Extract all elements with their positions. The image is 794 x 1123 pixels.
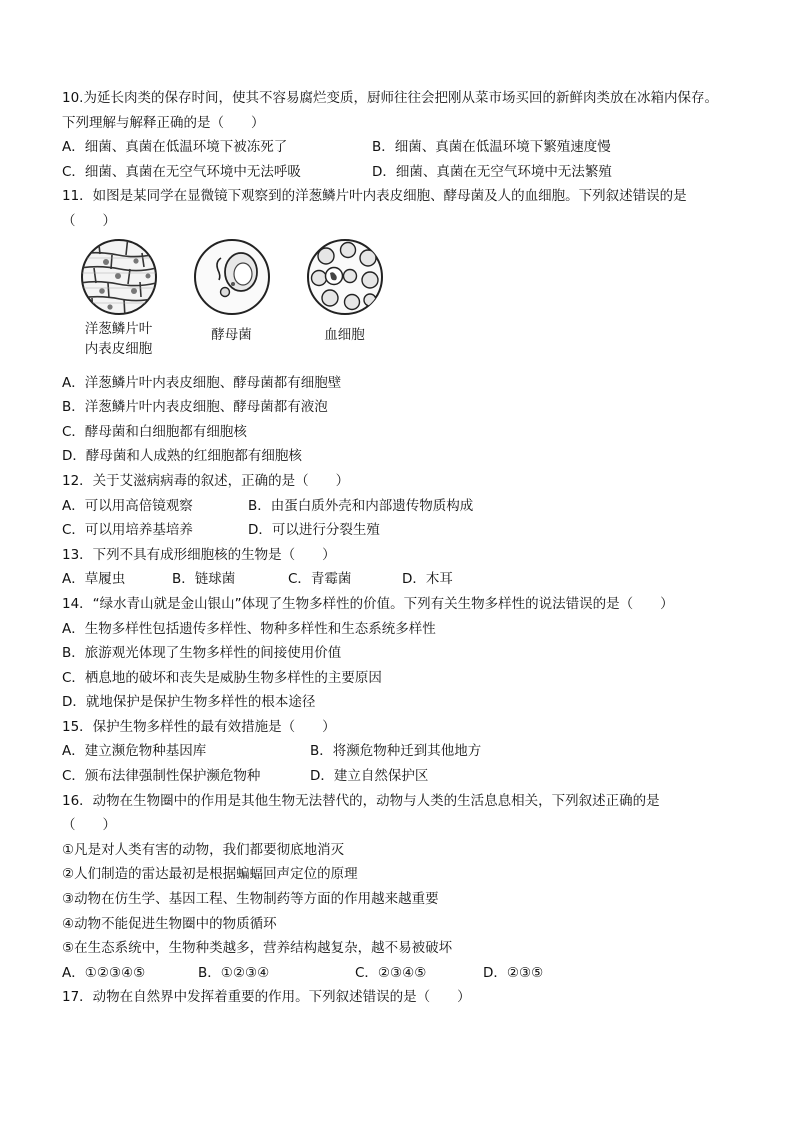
q11-stem-line1: 11．如图是某同学在显微镜下观察到的洋葱鳞片叶内表皮细胞、酵母菌及人的血细胞。下列叙述错误的是 [62, 188, 687, 205]
q16-option-c: C．②③④⑤ [355, 964, 427, 981]
q13-option-c: C．青霉菌 [288, 571, 352, 588]
q14-option-d: D．就地保护是保护生物多样性的根本途径 [62, 694, 316, 711]
q10-option-b: B．细菌、真菌在低温环境下繁殖速度慢 [372, 139, 611, 156]
q16-option-a: A．①②③④⑤ [62, 964, 146, 981]
q11-stem-line2: （ ） [62, 212, 116, 229]
q16-statement-5: ⑤在生态系统中，生物种类越多，营养结构越复杂，越不易被破坏 [62, 940, 453, 957]
q13-option-a: A．草履虫 [62, 571, 126, 588]
q12-option-a: A．可以用高倍镜观察 [62, 497, 193, 514]
q14-option-b: B．旅游观光体现了生物多样性的间接使用价值 [62, 645, 342, 662]
yeast-illustration [191, 236, 273, 318]
onion-cell-caption-line1: 洋葱鳞片叶 [84, 320, 153, 337]
q15-options-row1 [62, 739, 742, 764]
q10-options-row1 [62, 135, 742, 160]
q15-stem: 15．保护生物多样性的最有效措施是（ ） [62, 718, 336, 735]
q16-statement-3: ③动物在仿生学、基因工程、生物制药等方面的作用越来越重要 [62, 891, 439, 908]
q10-option-d: D．细菌、真菌在无空气环境中无法繁殖 [372, 163, 612, 180]
q15-option-c: C．颁布法律强制性保护濒危物种 [62, 768, 261, 785]
q16-options-row [62, 961, 742, 986]
q11-option-b: B．洋葱鳞片叶内表皮细胞、酵母菌都有液泡 [62, 399, 328, 416]
q11-option-d: D．酵母菌和人成熟的红细胞都有细胞核 [62, 448, 302, 465]
q12-stem: 12．关于艾滋病病毒的叙述，正确的是（ ） [62, 472, 350, 489]
blood-cell-illustration [304, 236, 386, 318]
q11-figure-row [62, 236, 742, 371]
yeast-caption: 酵母菌 [211, 326, 252, 343]
q10-stem-line2: 下列理解与解释正确的是（ ） [62, 114, 265, 131]
q11-option-a: A．洋葱鳞片叶内表皮细胞、酵母菌都有细胞壁 [62, 374, 342, 391]
q12-options-row1 [62, 494, 742, 519]
onion-cell-caption-line2: 内表皮细胞 [84, 340, 153, 357]
q10-options-row2 [62, 160, 742, 185]
q12-options-row2 [62, 518, 742, 543]
q15-option-b: B．将濒危物种迁到其他地方 [310, 743, 482, 760]
q10-option-c: C．细菌、真菌在无空气环境中无法呼吸 [62, 163, 301, 180]
q13-stem: 13．下列不具有成形细胞核的生物是（ ） [62, 546, 336, 563]
q10-stem-line1: 10.为延长肉类的保存时间，使其不容易腐烂变质，厨师往往会把刚从菜市场买回的新鲜肉类放在冰箱内保存。 [62, 90, 718, 106]
q16-statement-4: ④动物不能促进生物圈中的物质循环 [62, 915, 277, 932]
yeast-figure [180, 236, 283, 371]
q12-option-b: B．由蛋白质外壳和内部遗传物质构成 [248, 497, 474, 514]
q11-option-c: C．酵母菌和白细胞都有细胞核 [62, 423, 247, 440]
q16-stem-line1: 16．动物在生物圈中的作用是其他生物无法替代的，动物与人类的生活息息相关，下列叙述正确的是 [62, 792, 660, 809]
q16-statement-2: ②人们制造的雷达最初是根据蝙蝠回声定位的原理 [62, 866, 358, 883]
q12-option-c: C．可以用培养基培养 [62, 522, 193, 539]
q15-option-d: D．建立自然保护区 [310, 768, 429, 785]
q15-options-row2 [62, 764, 742, 789]
onion-epidermis-illustration [78, 236, 160, 318]
onion-cell-figure [67, 236, 170, 371]
exam-page [62, 86, 742, 1010]
q16-stem-line2: （ ） [62, 817, 116, 834]
q17-stem: 17．动物在自然界中发挥着重要的作用。下列叙述错误的是（ ） [62, 989, 471, 1006]
q16-statement-1: ①凡是对人类有害的动物，我们都要彻底地消灭 [62, 841, 345, 858]
q13-option-d: D．木耳 [402, 571, 453, 588]
q14-stem: 14．“绿水青山就是金山银山”体现了生物多样性的价值。下列有关生物多样性的说法错误的是（ ） [62, 595, 674, 612]
q12-option-d: D．可以进行分裂生殖 [248, 522, 380, 539]
q16-option-b: B．①②③④ [198, 964, 270, 981]
q14-option-a: A．生物多样性包括遗传多样性、物种多样性和生态系统多样性 [62, 620, 436, 637]
q13-option-b: B．链球菌 [172, 571, 236, 588]
blood-cell-figure [293, 236, 396, 371]
q15-option-a: A．建立濒危物种基因库 [62, 743, 207, 760]
q16-option-d: D．②③⑤ [483, 964, 544, 981]
q14-option-c: C．栖息地的破坏和丧失是威胁生物多样性的主要原因 [62, 669, 382, 686]
q13-options-row [62, 567, 742, 592]
q10-option-a: A．细菌、真菌在低温环境下被冻死了 [62, 139, 288, 156]
blood-cell-caption: 血细胞 [324, 326, 365, 343]
